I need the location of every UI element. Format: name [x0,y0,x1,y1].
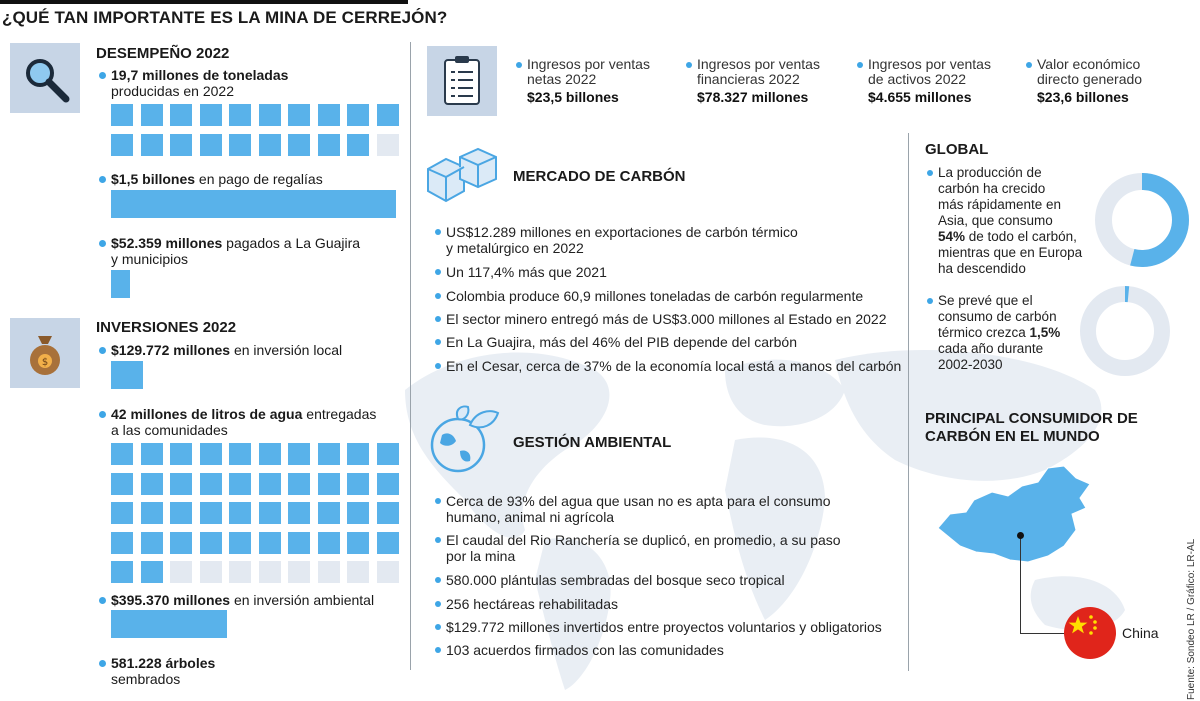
bullet-dot [435,316,441,322]
global-text-5: de todo el carbón, [965,229,1077,244]
bullet-dot [435,339,441,345]
pictogram-square-filled [288,443,310,465]
mercado-bullet-5 [446,334,797,350]
guajira-label: pagados a La Guajira [222,235,361,251]
pictogram-square-filled [170,104,192,126]
pictogram-square-filled [229,134,251,156]
stat-label-2: directo generado [1037,71,1143,87]
desempeno-heading: DESEMPEÑO 2022 [96,45,230,62]
global-text-6: mientras que en Europa [938,245,1083,260]
pictogram-square-filled [377,104,399,126]
pictogram-square-empty [377,134,399,156]
bullet-text: En La Guajira, más del 46% del PIB depende del carbón [446,334,798,350]
bullet-dot [435,293,441,299]
pictogram-square-empty [347,561,369,583]
stat-label-2: netas 2022 [527,71,597,87]
guajira-item [111,235,360,267]
pictogram-square-filled [111,443,133,465]
bullet-dot [686,62,692,68]
regalias-label: en pago de regalías [195,171,323,187]
bullet-dot [99,660,106,667]
inversion-local-item [111,342,342,358]
pictogram-square-filled [259,532,281,554]
pictogram-square-filled [259,443,281,465]
pictogram-square-empty [288,561,310,583]
stat-label: Ingresos por ventas [527,56,650,72]
pictogram-square-filled [229,473,251,495]
global-text-12: 2002-2030 [938,357,1003,372]
pictogram-square-filled [347,532,369,554]
global-text-3: más rápidamente en [938,197,1062,212]
pictogram-square-empty [170,561,192,583]
stat-value: $23,6 billones [1037,89,1129,105]
gestion-bullet-1 [446,493,831,525]
bullet-text: 580.000 plántulas sembradas del bosque seco tropical [446,572,785,588]
agua-value: 42 millones de litros de agua [111,406,303,422]
top-rule [0,0,408,4]
gestion-bullet-4 [446,596,618,612]
bullet-dot [435,577,441,583]
pictogram-square-filled [170,532,192,554]
pictogram-square-filled [377,443,399,465]
pictogram-square-filled [288,473,310,495]
pictogram-square-filled [200,104,222,126]
mercado-bullet-4 [446,311,886,327]
pictogram-square-filled [111,473,133,495]
pictogram-square-filled [288,532,310,554]
stat-label: Ingresos por ventas [697,56,820,72]
global-text-9: consumo de carbón [938,309,1057,324]
pictogram-square-filled [377,502,399,524]
bullet-text: US$12.289 millones en exportaciones de carbón térmico [446,224,798,240]
inversion-local-value: $129.772 millones [111,342,231,358]
bullet-dot [435,498,441,504]
mercado-bullet-6 [446,358,901,374]
bullet-text: Cerca de 93% del agua que usan no es apta para el consumo [446,493,831,509]
global-text-7: ha descendido [938,261,1026,276]
bullet-dot [435,269,441,275]
bullet-dot [99,411,106,418]
mercado-bullet-3 [446,288,863,304]
bullet-dot [1026,62,1032,68]
bullet-text: 256 hectáreas rehabilitadas [446,596,619,612]
mercado-bullet-1 [446,224,798,256]
coal-icon [424,145,502,205]
money-bag-icon-box [10,318,80,388]
svg-text:$: $ [41,357,49,368]
inversion-ambiental-item [111,592,374,608]
bullet-dot [857,62,863,68]
global-text-10: térmico crezca [938,325,1030,340]
pictogram-square-filled [347,134,369,156]
pictogram-square-empty [229,561,251,583]
global-text-2: carbón ha crecido [938,181,1046,196]
inversion-ambiental-label: en inversión ambiental [230,592,375,608]
regalias-bar [111,190,396,218]
global-text-4: Asia, que consumo [938,213,1053,228]
clipboard-icon [427,46,497,116]
pictogram-square-filled [229,443,251,465]
pictogram-square-filled [229,502,251,524]
pictogram-square-filled [229,104,251,126]
pictogram-square-filled [111,561,133,583]
stat-valor-economico [1037,57,1142,105]
inversion-ambiental-bar [111,610,227,638]
bullet-dot [927,170,933,176]
bullet-text: En el Cesar, cerca de 37% de la economía local está a manos del carbón [446,358,902,374]
pictogram-square-filled [141,134,163,156]
bullet-dot [516,62,522,68]
pictogram-square-filled [200,134,222,156]
pictogram-square-filled [111,134,133,156]
stat-value: $4.655 millones [868,89,972,105]
asia-share-donut [1095,173,1189,267]
divider-left [410,42,411,670]
arboles-label: sembrados [111,671,181,687]
pictogram-square-filled [200,502,222,524]
pictogram-square-filled [347,104,369,126]
pictogram-square-filled [141,473,163,495]
eco-globe-icon [426,405,502,477]
bullet-text: $129.772 millones invertidos entre proyectos voluntarios y obligatorios [446,619,882,635]
china-flag-icon [1064,607,1116,659]
stat-ventas-financieras [697,57,820,105]
pictogram-square-filled [259,104,281,126]
pictogram-square-filled [288,502,310,524]
consumidor-line-1: PRINCIPAL CONSUMIDOR DE [925,410,1138,427]
inversion-local-bar [111,361,143,389]
pictogram-square-filled [318,473,340,495]
bullet-dot [99,176,106,183]
gestion-bullet-3 [446,572,785,588]
arboles-value: 581.228 árboles [111,655,216,671]
pictogram-square-filled [229,532,251,554]
bullet-text-2: por la mina [446,548,516,564]
gestion-bullet-2 [446,532,841,564]
bullet-text-2: humano, animal ni agrícola [446,509,615,525]
clipboard-icon-box [427,46,497,116]
pictogram-square-filled [141,443,163,465]
growth-track [1088,294,1162,368]
pictogram-square-filled [141,532,163,554]
china-pointer-dot [1017,532,1024,539]
china-label: China [1122,625,1159,641]
guajira-label-2: y municipios [111,251,189,267]
pictogram-square-filled [347,502,369,524]
bullet-text: Colombia produce 60,9 millones toneladas de carbón regularmente [446,288,864,304]
bullet-dot [435,601,441,607]
bullet-dot [435,537,441,543]
stat-ventas-activos [868,57,991,105]
pictogram-square-filled [259,134,281,156]
toneladas-label: producidas en 2022 [111,83,234,99]
pictogram-square-filled [318,502,340,524]
pictogram-square-empty [377,561,399,583]
china-map [930,462,1095,572]
pictogram-square-filled [200,443,222,465]
agua-label-2: a las comunidades [111,422,228,438]
arboles-item [111,655,215,687]
mercado-heading: MERCADO DE CARBÓN [513,168,686,185]
global-bullet-2 [938,293,1060,373]
bullet-dot [435,229,441,235]
pictogram-square-filled [141,104,163,126]
divider-right [908,133,909,671]
bullet-text: 103 acuerdos firmados con las comunidades [446,642,724,658]
stat-value: $23,5 billones [527,89,619,105]
stat-ventas-netas [527,57,650,105]
stat-label: Ingresos por ventas [868,56,991,72]
pictogram-square-filled [318,104,340,126]
stat-label-2: de activos 2022 [868,71,967,87]
gestion-bullet-6 [446,642,724,658]
pictogram-square-filled [170,502,192,524]
global-asia-percent: 54% [938,229,966,244]
pictogram-square-filled [347,473,369,495]
inversiones-heading: INVERSIONES 2022 [96,319,237,336]
bullet-dot [99,347,106,354]
pictogram-square-filled [318,443,340,465]
gestion-heading: GESTIÓN AMBIENTAL [513,434,672,451]
bullet-dot [99,72,106,79]
growth-donut [1080,286,1170,376]
bullet-dot [927,298,933,304]
pictogram-square-filled [288,134,310,156]
pictogram-square-filled [111,104,133,126]
pictogram-square-filled [318,532,340,554]
pictogram-square-filled [259,502,281,524]
page-title: ¿QUÉ TAN IMPORTANTE ES LA MINA DE CERREJÓN? [2,8,448,27]
china-pointer-line [1020,535,1021,634]
guajira-value: $52.359 millones [111,235,223,251]
bullet-dot [435,363,441,369]
source-credit: Fuente: Sondeo LR / Gráfico: LR-AL [1186,538,1197,700]
mercado-bullet-2 [446,264,607,280]
bullet-dot [99,240,106,247]
bullet-text: El sector minero entregó más de US$3.000 millones al Estado en 2022 [446,311,887,327]
pictogram-square-empty [318,561,340,583]
pictogram-square-filled [377,473,399,495]
bullet-text: Un 117,4% más que 2021 [446,264,607,280]
stat-value: $78.327 millones [697,89,809,105]
bullet-text-2: y metalúrgico en 2022 [446,240,584,256]
pictogram-square-filled [170,473,192,495]
regalias-item [111,171,323,187]
consumidor-line-2: CARBÓN EN EL MUNDO [925,428,1100,445]
global-heading: GLOBAL [925,141,989,158]
stat-label: Valor económico [1037,56,1141,72]
toneladas-value: 19,7 millones de toneladas [111,67,289,83]
pictogram-square-empty [200,561,222,583]
pictogram-square-filled [170,443,192,465]
stat-label-2: financieras 2022 [697,71,800,87]
global-growth-percent: 1,5% [1029,325,1061,340]
pictogram-square-filled [200,532,222,554]
regalias-value: $1,5 billones [111,171,196,187]
bullet-text: El caudal del Rio Ranchería se duplicó, en promedio, a su paso [446,532,841,548]
global-text-8: Se prevé que el [938,293,1033,308]
pictogram-square-filled [170,134,192,156]
pictogram-square-filled [318,134,340,156]
money-bag-icon [10,318,80,388]
pictogram-square-filled [141,561,163,583]
agua-item [111,406,376,438]
bullet-dot [435,647,441,653]
inversion-ambiental-value: $395.370 millones [111,592,231,608]
pictogram-square-filled [111,502,133,524]
pictogram-square-filled [288,104,310,126]
inversion-local-label: en inversión local [230,342,343,358]
global-text-11: cada año durante [938,341,1044,356]
consumidor-heading [925,410,1138,446]
global-text-1: La producción de [938,165,1042,180]
pictogram-square-filled [347,443,369,465]
agua-label: entregadas [302,406,377,422]
gestion-bullet-5 [446,619,882,635]
china-pointer-line-h [1020,633,1068,634]
toneladas-item [111,67,288,99]
bullet-dot [435,624,441,630]
pictogram-square-filled [111,532,133,554]
guajira-bar [111,270,130,298]
pictogram-square-filled [200,473,222,495]
pictogram-square-filled [259,473,281,495]
search-icon-box [10,43,80,113]
bullet-dot [99,597,106,604]
global-bullet-1 [938,165,1082,277]
search-icon [10,43,80,113]
pictogram-square-empty [259,561,281,583]
pictogram-square-filled [141,502,163,524]
pictogram-square-filled [377,532,399,554]
